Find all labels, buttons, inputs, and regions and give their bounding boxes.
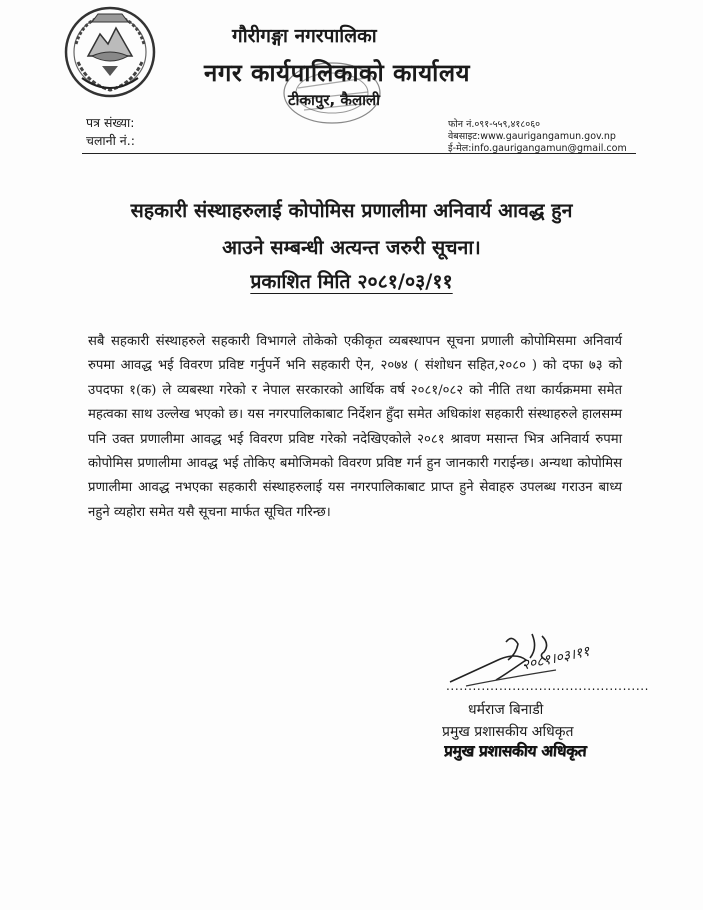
letter-number-label: पत्र संख्या:: [86, 115, 135, 130]
published-date-text: प्रकाशित मिति २०८१/०३/११: [250, 270, 453, 293]
signatory-name: धर्मराज बिनाडी: [468, 702, 544, 718]
municipality-name: गौरीगङ्गा नगरपालिका: [232, 25, 377, 47]
signature-line: ..............................................: [446, 679, 650, 693]
notice-body: सबै सहकारी संस्थाहरुले सहकारी विभागले तोकेको एकीकृत व्यबस्थापन सूचना प्रणाली कोपोमिसमा अनिवार्य रुपमा आवद्ध भई विवरण प्रविष्ट गर्नुपर्ने भनि सहकारी ऐन, २०७४ ( संशोधन सहित,२०८० ) को दफा ७३ को उपदफा १(क) ले व्यबस्था गरेको र नेपाल सरकारको आर्थिक वर्ष २०८१/०८२ को नीति तथा कार्यक्रममा समेत महत्वका साथ उल्लेख भएको छ। यस नगरपालिकाबाट निर्देशन हुँदा समेत अधिकांश सहकारी संस्थाहरुले हालसम्म पनि उक्त प्रणालीमा आवद्ध भई विवरण प्रविष्ट गरेको नदेखिएकोले २०८१ श्रावण मसान्त भित्र अनिवार्य रुपमा कोपोमिस प्रणालीमा आवद्ध भई तोकिए बमोजिमको विवरण प्रविष्ट गर्न हुन जानकारी गराईन्छ। अन्यथा कोपोमिस प्रणालीमा आवद्ध नभएका सहकारी संस्थाहरुलाई यस नगरपालिकाबाट प्राप्त हुने सेवाहरु उपलब्ध गराउन बाध्य नहुने व्यहोरा समेत यसै सूचना मार्फत सूचित गरिन्छ।: [88, 334, 622, 520]
nepal-government-emblem-icon: [62, 4, 158, 100]
notice-title-line2: आउने सम्बन्धी अत्यन्त जरुरी सूचना।: [222, 236, 481, 259]
designation-stamp: प्रमुख प्रशासकीय अधिकृत: [443, 742, 587, 760]
office-name: नगर कार्यपालिकाको कार्यालय: [204, 59, 471, 87]
notice-title-line1: सहकारी संस्थाहरुलाई कोपोमिस प्रणालीमा अनिवार्य आवद्ध हुन: [130, 199, 573, 222]
published-date: [0, 267, 703, 294]
header-divider: [82, 153, 636, 154]
phone-number: फोन नं.०९१-५५९,४१८०६०: [448, 119, 541, 130]
signature-date: २०८१।०३।११: [520, 643, 592, 674]
signatory-designation: प्रमुख प्रशासकीय अधिकृत: [442, 724, 574, 740]
dispatch-number-label: चलानी नं.:: [86, 133, 135, 148]
website-link[interactable]: वेबसाइट:www.gaurigangamun.gov.np: [448, 131, 616, 142]
office-location: टीकापुर, कैलाली: [288, 91, 381, 109]
email-link[interactable]: ई-मेल:info.gaurigangamun@gmail.com: [448, 143, 627, 154]
